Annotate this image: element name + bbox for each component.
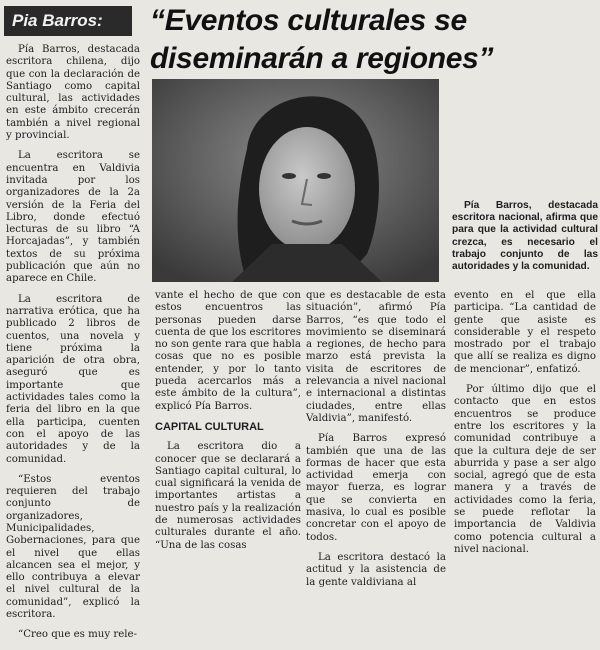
portrait-photo: [152, 79, 439, 282]
paragraph: La escritora dio a conocer que se declarará a Santiago capital cultural, lo cual significará la venida de importantes artistas a nuestro país y la realización de numerosas actividades culturales durante el año. “Una de las cosas: [155, 441, 301, 551]
paragraph: “Creo que es muy rele-: [18, 629, 137, 641]
subheading: CAPITAL CULTURAL: [155, 420, 264, 433]
paragraph: La escritora de narrativa erótica, que ha publicado 2 libros de cuentos, una novela y tiene próxima la aparición de otra obra, aseguró que es importante que actividades tales como la feria del libro en la que ella participa, cuenten con el apoyo de las autoridades y de la comunidad.: [6, 293, 140, 465]
article-column-2: [155, 290, 301, 560]
paragraph: Pía Barros, destacada escritora chilena, dijo que con la declaración de Santiago como capital cultural, las actividades en este ámbito crecerán también a nivel regional y provincial.: [6, 44, 140, 142]
paragraph: Pía Barros expresó también que una de las formas de hacer que esta actividad emerja con mayor fuerza, es lograr que se convierta en masiva, lo cual es posible concretar con el apoyo de todos.: [306, 433, 446, 543]
section-label: Pia Barros:: [4, 6, 132, 36]
photo-caption: Pía Barros, destacada escritora nacional, afirma que para que la actividad cultural crezca, es necesario el trabajo conjunto de las autoridades y la comunidad.: [452, 200, 598, 273]
headline: “Eventos culturales se diseminarán a regiones”: [150, 4, 494, 75]
article-column-4: [454, 290, 596, 564]
paragraph: evento en el que ella participa. “La cantidad de gente que asiste es considerable y el respeto mostrado por el trabajo que allí se realiza es digno de mencionar”, enfatizó.: [454, 290, 596, 375]
paragraph: “Estos eventos requieren del trabajo conjunto de organizadores, Municipalidades, Gobernaciones, para que el nivel que ellas alcancen sea el mejor, y ello contribuya a elevar el nivel cultural de la comunidad”, explicó la escritora.: [6, 473, 140, 621]
paragraph: vante el hecho de que con estos encuentros las personas pueden darse cuenta de que los escritores no son gente rara que habla cosas que no es posible entender, y por lo tanto pueda acercarlos más a este ámbito de la cultura”, explicó Pía Barros.: [155, 290, 301, 412]
paragraph: La escritora destacó la actitud y la asistencia de la gente valdiviana al: [306, 551, 446, 588]
paragraph: que es destacable de esta situación”, afirmó Pía Barros, “es que todo el movimiento se diseminará a regiones, de hecho para marzo está prevista la visita de escritores de relevancia a nivel nacional e internacional a distintas ciudades, entre ellas Valdivia”, manifestó.: [306, 290, 446, 424]
article-column-3: [306, 290, 446, 597]
article-column-1: [6, 44, 140, 650]
paragraph: Por último dijo que el contacto que en estos encuentros se produce entre los escritores y la comunidad contribuye a que la cultura deje de ser aburrida y pase a ser algo social, agregó que de esta manera y a través de actividades como la feria, se puede reflotar la importancia de Valdivia como potencia cultural a nivel nacional.: [454, 384, 596, 555]
paragraph: La escritora se encuentra en Valdivia invitada por los organizadores de la 2a versión de la Feria del Libro, donde efectuó lecturas de su libro “A Horcajadas”, y también textos de su próxima publicación que aún no aparece en Chile.: [6, 150, 140, 285]
